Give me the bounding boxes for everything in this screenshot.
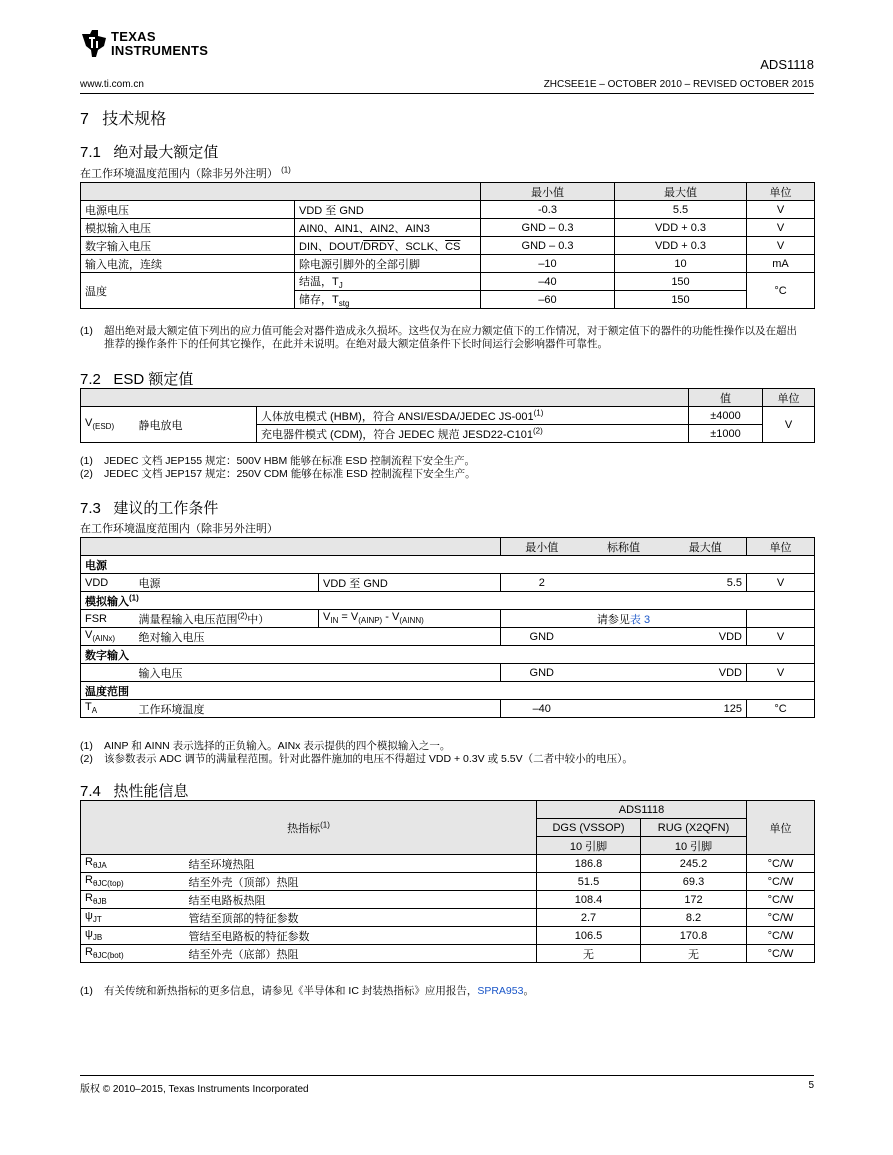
thermal-dgs: 无 [537,945,641,963]
group-analog-ref: (1) [129,592,139,602]
thermal-dgs: 186.8 [537,855,641,873]
thermal-unit: °C/W [747,909,815,927]
table-row [81,855,815,873]
max-cell: 150 [615,273,747,291]
fsr-unit [747,610,815,628]
cond-cell [295,291,481,309]
symbol-sub: θJC(top) [92,879,124,889]
header-unit: 单位 [747,801,815,855]
junction-sub: J [338,281,343,291]
site-url[interactable]: www.ti.com.cn [80,79,144,90]
vain-min: GND [501,628,583,646]
thermal-dgs: 51.5 [537,873,641,891]
header-blank [81,538,501,556]
footnote-text: 该参数表示 ADC 调节的满量程范围。针对此器件施加的电压不得超过 VDD + 0.3V 或 5.5V（二者中较小的电压）。 [104,753,633,765]
header-pkg-rug: RUG (X2QFN) [641,819,747,837]
table-row [81,945,815,963]
max-cell: VDD + 0.3 [615,237,747,255]
header-max: 最大值 [615,183,747,201]
ti-logo-text [111,30,208,58]
document-id: ZHCSEE1E – OCTOBER 2010 – REVISED OCTOBER 2015 [543,79,814,90]
s74-footnote [80,985,810,998]
din-nom [583,664,665,682]
symbol-main: R [85,892,93,905]
esd-value: ±1000 [689,425,763,443]
footnote-number: (2) [80,468,93,480]
thermal-rug: 8.2 [641,909,747,927]
ta-symbol-sub: A [91,706,98,716]
table-row [81,201,815,219]
header-min: 最小值 [481,183,615,201]
ti-logo-icon [80,28,108,58]
max-cell: 10 [615,255,747,273]
thermal-dgs: 2.7 [537,909,641,927]
header-blank [81,389,689,407]
header-unit: 单位 [747,183,815,201]
footnote-number: (1) [80,740,93,752]
esd-symbol-v: V [85,417,93,430]
min-cell: –40 [481,273,615,291]
min-cell: –60 [481,291,615,309]
ta-symbol-t: T [85,701,92,714]
thermal-desc: 结至电路板热阻 [185,891,537,909]
storage-label: 储存，T [299,294,339,307]
footnote-number: (1) [80,455,93,467]
header-min: 最小值 [501,538,583,556]
vdd-symbol: VDD [81,574,135,592]
section-7-3-title: 7.3 建议的工作条件 [80,500,219,517]
thermal-rug: 无 [641,945,747,963]
thermal-symbol [81,855,185,873]
esd-desc-text: 充电器件模式 (CDM)，符合 JEDEC 规范 JESD22-C101 [261,428,533,441]
thermal-desc: 管结至顶部的特征参数 [185,909,537,927]
param-cell: 数字输入电压 [81,237,295,255]
esd-symbol [81,407,135,443]
group-digital: 数字输入 [81,646,815,664]
fsr-cond-s2: (AINP) [358,616,383,626]
thermal-unit: °C/W [747,855,815,873]
vdd-unit: V [747,574,815,592]
esd-table [80,388,815,443]
s73-footnote-1 [80,740,810,753]
cond-cell [295,237,481,255]
table-row [81,407,815,425]
s72-footnote-1 [80,455,810,468]
s71-condition-text: 在工作环境温度范围内（除非另外注明） [80,168,278,180]
thermal-dgs: 108.4 [537,891,641,909]
group-temperature: 温度范围 [81,682,815,700]
fsr-param-ref: (2) [237,610,248,620]
thermal-unit: °C/W [747,891,815,909]
fsr-cond-s1: IN [330,616,339,626]
ta-unit: °C [747,700,815,718]
table-row [81,574,815,592]
header-device: ADS1118 [537,801,747,819]
thermal-symbol [81,873,185,891]
header-pins-rug: 10 引脚 [641,837,747,855]
vdd-max: 5.5 [665,574,747,592]
table-header-row [81,801,815,819]
table-row [81,927,815,945]
group-analog [81,592,815,610]
cond-c: 、SCLK、 [394,240,446,253]
fsr-cond-s3: (AINN) [399,616,424,626]
cond-cell: VDD 至 GND [295,201,481,219]
symbol-main: ψ [85,910,93,923]
thermal-unit: °C/W [747,873,815,891]
table-row [81,219,815,237]
thermal-desc: 结至环境热阻 [185,855,537,873]
symbol-main: R [85,856,93,869]
copyright: 版权 © 2010–2015, Texas Instruments Incorporated [80,1084,309,1095]
header-pkg-dgs: DGS (VSSOP) [537,819,641,837]
thermal-desc: 结至外壳（底部）热阻 [185,945,537,963]
header-blank [81,183,481,201]
group-power: 电源 [81,556,815,574]
thermal-unit: °C/W [747,927,815,945]
vdd-param: 电源 [135,574,319,592]
table-row [81,664,815,682]
ta-symbol [81,700,135,718]
min-cell: GND – 0.3 [481,237,615,255]
footnote-number: (1) [80,325,93,337]
esd-param: 静电放电 [135,407,257,443]
table-row [81,891,815,909]
max-cell: 150 [615,291,747,309]
din-unit: V [747,664,815,682]
thermal-symbol [81,909,185,927]
vdd-cond: VDD 至 GND [319,574,501,592]
header-max: 最大值 [665,538,747,556]
vain-symbol [81,628,135,646]
vain-param: 绝对输入电压 [135,628,501,646]
cond-drdy: DRDY [363,240,395,253]
section-7-2-title: 7.2 ESD 额定值 [80,371,194,388]
header-nom: 标称值 [583,538,665,556]
thermal-rug: 245.2 [641,855,747,873]
thermal-desc: 管结至电路板的特征参数 [185,927,537,945]
vdd-nom [583,574,665,592]
max-cell: VDD + 0.3 [615,219,747,237]
thermal-dgs: 106.5 [537,927,641,945]
esd-value: ±4000 [689,407,763,425]
junction-label: 结温，T [299,276,339,288]
fsr-cond-c: - V [382,611,400,624]
symbol-sub: θJC(bot) [92,951,124,961]
group-row [81,682,815,700]
param-cell: 模拟输入电压 [81,219,295,237]
brand-line1: TEXAS [111,29,156,44]
abs-max-table [80,182,815,309]
ta-max: 125 [665,700,747,718]
header-pins-dgs: 10 引脚 [537,837,641,855]
unit-cell: mA [747,255,815,273]
header-metric [81,801,537,855]
esd-desc-ref: (2) [532,425,543,435]
cond-cell: AIN0、AIN1、AIN2、AIN3 [295,219,481,237]
max-cell: 5.5 [615,201,747,219]
part-number: ADS1118 [760,57,814,72]
unit-cell: V [747,219,815,237]
thermal-rug: 170.8 [641,927,747,945]
header-unit: 单位 [747,538,815,556]
table-row [81,873,815,891]
symbol-sub: JT [92,915,102,925]
vain-max: VDD [665,628,747,646]
fsr-param-a: 满量程输入电压范围 [138,613,238,626]
esd-desc-ref: (1) [533,407,544,417]
esd-unit: V [763,407,815,443]
param-cell: 输入电流，连续 [81,255,295,273]
fsr-symbol: FSR [81,610,135,628]
footer-rule [80,1075,814,1076]
header-value: 值 [689,389,763,407]
vain-symbol-v: V [85,629,93,642]
table-3-link[interactable]: 表 3 [629,613,651,626]
cond-cs: $\overline{CS}$ [445,240,461,253]
metric-label: 热指标 [287,822,321,835]
s73-footnote-2 [80,753,810,766]
unit-cell: V [747,237,815,255]
footnote-text: JEDEC 文档 JEP155 规定：500V HBM 能够在标准 ESD 控制流程下安全生产。 [104,455,476,467]
unit-cell: °C [747,273,815,309]
esd-desc [257,407,689,425]
symbol-sub: θJB [92,897,107,907]
thermal-rug: 69.3 [641,873,747,891]
thermal-rug: 172 [641,891,747,909]
symbol-sub: JB [92,933,103,943]
symbol-sub: θJA [92,861,107,871]
section-7-4-title: 7.4 热性能信息 [80,783,189,800]
section-7-1-title: 7.1 绝对最大额定值 [80,144,219,161]
section-7-title: 7 技术规格 [80,111,167,128]
footnote-text: 超出绝对最大额定值下列出的应力值可能会对器件造成永久损坏。这些仅为在应力额定值下的工作情况，对于额定值下的器件的功能性操作以及在超出推荐的操作条件下的任何其它操作，在此并未说明。在绝对最大额定值条件下长时间运行会影响器件可靠性。 [104,325,797,350]
fsr-param [135,610,319,628]
thermal-desc: 结至外壳（顶部）热阻 [185,873,537,891]
cond-a: DIN、DOUT/ [299,240,364,253]
s71-condition [80,165,291,181]
storage-sub: stg [338,299,350,309]
group-analog-label: 模拟输入 [85,595,129,608]
s71-footnote [80,325,810,351]
table-header-row [81,183,815,201]
table-row [81,237,815,255]
footnote-text-b: 。 [523,985,534,997]
recommended-conditions-table [80,537,815,718]
symbol-main: ψ [85,928,93,941]
fsr-cond-a: V [323,611,331,624]
param-cell: 电源电压 [81,201,295,219]
s72-footnote-2 [80,468,810,481]
vain-symbol-sub: (AINx) [92,634,116,644]
cond-cell: 除电源引脚外的全部引脚 [295,255,481,273]
fsr-cond-b: = V [338,611,359,624]
metric-ref: (1) [320,819,330,829]
fsr-cond [319,610,501,628]
footnote-text: JEDEC 文档 JEP157 规定：250V CDM 能够在标准 ESD 控制流程下安全生产。 [104,468,476,480]
s71-condition-ref: (1) [281,165,291,175]
din-param: 输入电压 [135,664,501,682]
group-row [81,556,815,574]
group-row [81,592,815,610]
table-header-row [81,538,815,556]
min-cell: GND – 0.3 [481,219,615,237]
min-cell: –10 [481,255,615,273]
cond-cell [295,273,481,291]
page-number: 5 [808,1080,814,1091]
min-cell: -0.3 [481,201,615,219]
thermal-unit: °C/W [747,945,815,963]
param-cell: 温度 [81,273,295,309]
din-min: GND [501,664,583,682]
header-unit: 单位 [763,389,815,407]
ti-logo [80,28,220,62]
s73-condition: 在工作环境温度范围内（除非另外注明） [80,523,278,535]
thermal-table [80,800,815,963]
esd-desc-text: 人体放电模式 (HBM)，符合 ANSI/ESDA/JEDEC JS-001 [261,410,534,423]
table-row [81,700,815,718]
din-symbol [81,664,135,682]
table-row [81,909,815,927]
table-row [81,610,815,628]
thermal-symbol [81,945,185,963]
symbol-main: R [85,874,93,887]
vdd-min: 2 [501,574,583,592]
footnote-text: AINP 和 AINN 表示选择的正负输入。AINx 表示提供的四个模拟输入之一。 [104,740,451,752]
table-row [81,273,815,291]
ta-param: 工作环境温度 [135,700,501,718]
footnote-text [104,985,804,998]
fsr-see-cell [501,610,747,628]
spra953-link[interactable]: SPRA953 [477,985,524,997]
vain-unit: V [747,628,815,646]
vain-nom [583,628,665,646]
fsr-see-text: 请参见 [596,613,630,626]
thermal-symbol [81,891,185,909]
table-row [81,628,815,646]
ta-min: –40 [501,700,583,718]
footnote-number: (1) [80,985,93,997]
din-max: VDD [665,664,747,682]
esd-symbol-sub: (ESD) [92,422,115,432]
thermal-symbol [81,927,185,945]
table-row [81,255,815,273]
table-header-row [81,389,815,407]
ta-nom [583,700,665,718]
symbol-main: R [85,946,93,959]
fsr-param-b: 中） [247,613,270,626]
unit-cell: V [747,201,815,219]
brand-line2: INSTRUMENTS [111,43,209,58]
esd-desc [257,425,689,443]
group-row [81,646,815,664]
footnote-text-a: 有关传统和新热指标的更多信息，请参见《半导体和 IC 封装热指标》应用报告， [104,985,478,997]
footnote-number: (2) [80,753,93,765]
header-rule [80,93,814,94]
